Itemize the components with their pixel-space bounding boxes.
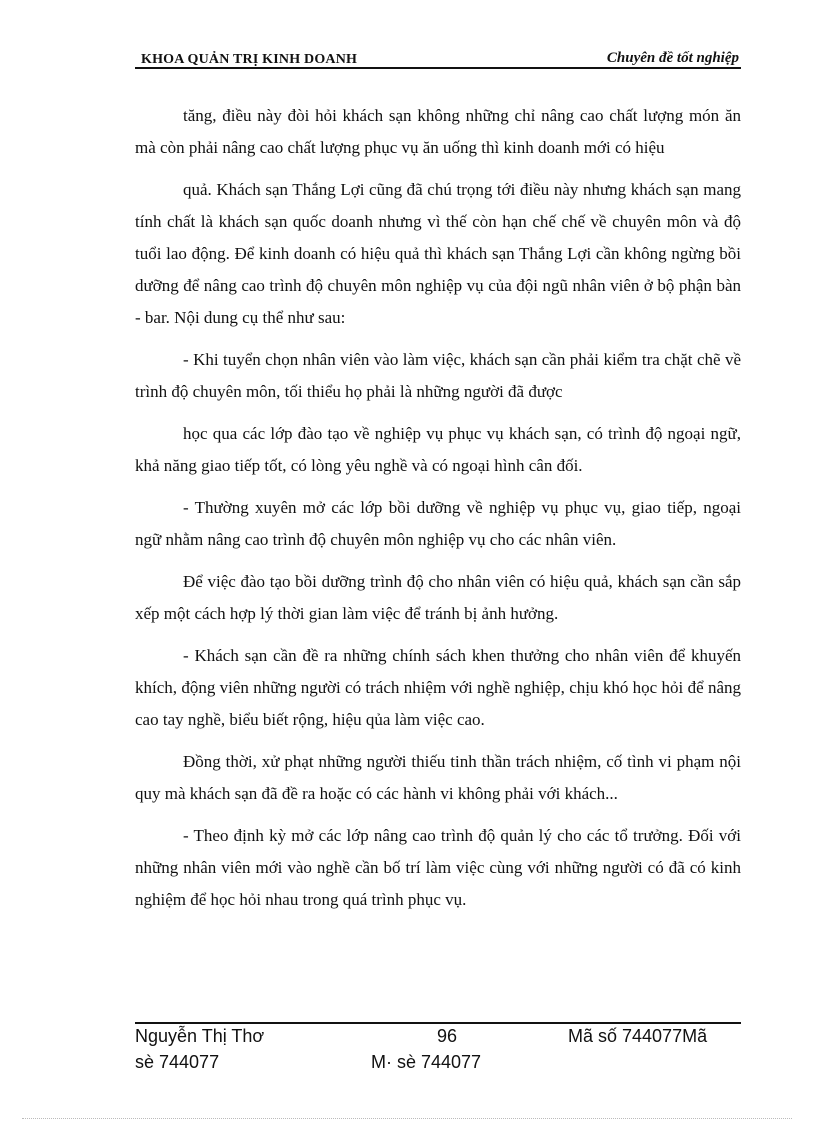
paragraph: quả. Khách sạn Thắng Lợi cũng đã chú trọng tới điều này nhưng khách sạn mang tính chất là khách sạn quốc doanh nhưng vì thế còn hạn chế chế về chuyên môn và độ tuổi lao động. Để kinh doanh có hiệu quả thì khách sạn Thắng Lợi cần không ngừng bồi dưỡng để nâng cao trình độ chuyên môn nghiệp vụ của đội ngũ nhân viên ở bộ phận bàn - bar. Nội dung cụ thể như sau: — [135, 180, 741, 327]
paragraph: tăng, điều này đòi hỏi khách sạn không những chỉ nâng cao chất lượng món ăn mà còn phải nâng cao chất lượng phục vụ ăn uống thì kinh doanh mới có hiệu — [135, 106, 741, 157]
paragraph: - Thường xuyên mở các lớp bồi dưỡng về nghiệp vụ phục vụ, giao tiếp, ngoại ngữ nhằm nâng cao trình độ chuyên môn nghiệp vụ cho các nhân viên. — [135, 498, 741, 549]
footer-code-line-right: M· sè 744077 — [371, 1052, 482, 1072]
paragraph: Để việc đào tạo bồi dưỡng trình độ cho nhân viên có hiệu quả, khách sạn cần sắp xếp một cách hợp lý thời gian làm việc để tránh bị ảnh hưởng. — [135, 572, 741, 623]
header-department: KHOA QUẢN TRỊ KINH DOANH — [141, 52, 358, 67]
paragraph: - Khi tuyển chọn nhân viên vào làm việc, khách sạn cần phải kiểm tra chặt chẽ về trình độ chuyên môn, tối thiểu họ phải là những người đã được — [135, 350, 741, 401]
footer-author: Nguyễn Thị Thơ — [135, 1026, 265, 1046]
page-header — [135, 47, 741, 69]
paragraph: học qua các lớp đào tạo về nghiệp vụ phục vụ khách sạn, có trình độ ngoại ngữ, khả năng giao tiếp tốt, có lòng yêu nghề và có ngoại hình cân đối. — [135, 424, 741, 475]
page-edge-divider — [22, 1118, 792, 1119]
page-number: 96 — [437, 1026, 458, 1046]
footer-student-code: Mã số 744077Mã — [568, 1026, 708, 1046]
footer-divider — [135, 1022, 741, 1024]
paragraph: Đồng thời, xử phạt những người thiếu tinh thần trách nhiệm, cố tình vi phạm nội quy mà khách sạn đã đề ra hoặc có các hành vi không phải với khách... — [135, 752, 741, 803]
document-body — [135, 100, 741, 926]
header-title: Chuyên đề tốt nghiệp — [606, 50, 739, 66]
footer-code-line-left: sè 744077 — [135, 1052, 220, 1072]
page-footer — [135, 1026, 741, 1076]
paragraph: - Khách sạn cần đề ra những chính sách khen thưởng cho nhân viên để khuyến khích, động viên những người có trách nhiệm với nghề nghiệp, chịu khó học hỏi để nâng cao tay nghề, biểu biết rộng, hiệu qủa làm việc cao. — [135, 646, 741, 729]
paragraph: - Theo định kỳ mở các lớp nâng cao trình độ quản lý cho các tổ trưởng. Đối với những nhân viên mới vào nghề cần bố trí làm việc cùng với những người có đã có kinh nghiệm để học hỏi nhau trong quá trình phục vụ. — [135, 826, 741, 909]
